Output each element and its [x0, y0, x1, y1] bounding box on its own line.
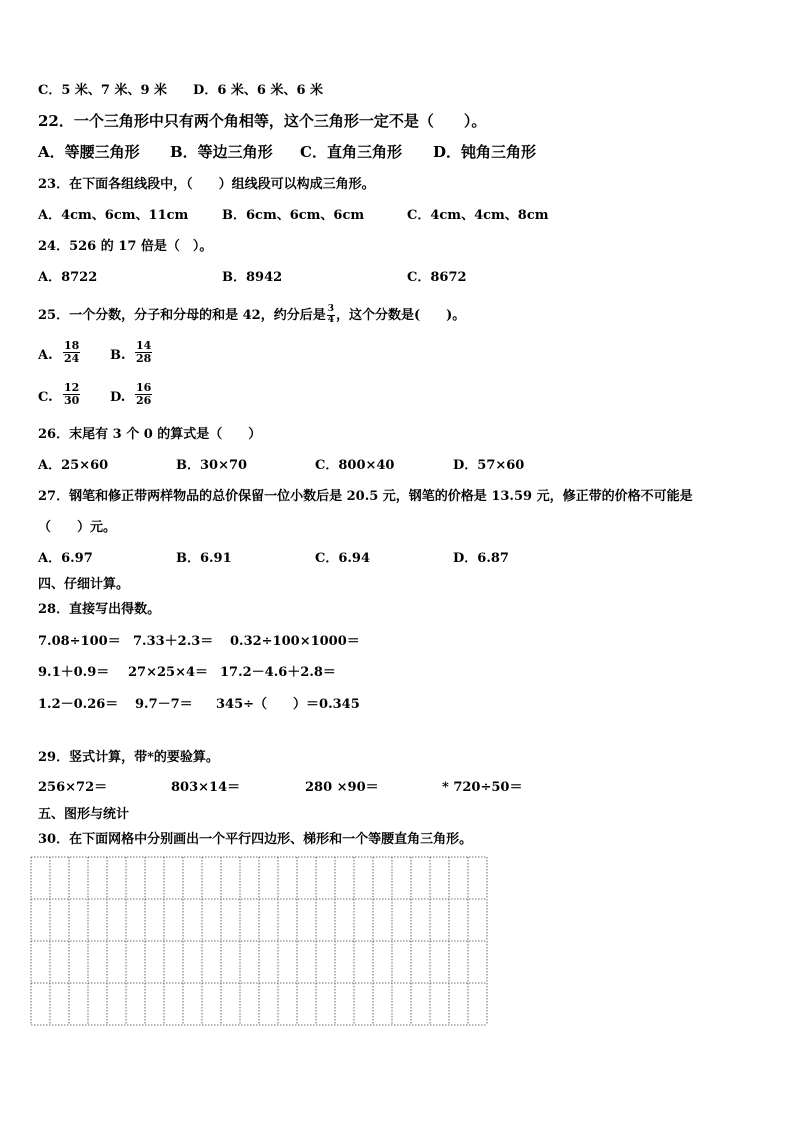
calc-3b: 9.7－7＝: [135, 697, 193, 712]
q25-option-a-fraction: [63, 340, 80, 364]
calc-2b: 27×25×4＝: [128, 665, 209, 680]
q23-option-c: C．4cm、4cm、8cm: [407, 208, 549, 223]
q29-item-b: 803×14＝: [171, 780, 241, 795]
q25-option-a-numerator: 18: [64, 339, 80, 352]
q29-item-c: 280 ×90＝: [305, 780, 379, 795]
q27-option-a: A．6.97: [38, 551, 93, 566]
q27-stem-continued: （ ）元。: [38, 520, 117, 535]
q21-options: C．5 米、7 米、9 米 D．6 米、6 米、6 米: [38, 83, 324, 98]
q25-options-row1: [38, 340, 238, 372]
q24-option-b: B．8942: [222, 270, 283, 285]
q25-option-d-numerator: 16: [136, 381, 152, 394]
calc-1b: 7.33＋2.3＝: [133, 634, 214, 649]
q27-option-d: D．6.87: [453, 551, 509, 566]
q23-stem: 23．在下面各组线段中，（ ）组线段可以构成三角形。: [38, 177, 375, 192]
q25-stem: [38, 300, 465, 330]
q25-fraction-numerator: 3: [327, 304, 334, 315]
q25-option-d-label: D.: [110, 390, 126, 405]
q29-stem: 29．竖式计算，带*的要验算。: [38, 750, 219, 765]
calc-3a: 1.2－0.26＝: [38, 697, 119, 712]
section-4-heading: 四、仔细计算。: [38, 577, 130, 592]
q25-option-c-denominator: 30: [64, 393, 80, 407]
q25-stem-post: ，这个分数是( )。: [335, 307, 466, 323]
q28-calc-row1: [38, 635, 438, 651]
q26-option-a: A．25×60: [38, 458, 109, 473]
q25-option-c-fraction: [63, 382, 80, 406]
q27-option-c: C．6.94: [315, 551, 371, 566]
q25-fraction: [327, 305, 335, 325]
q25-stem-pre: 25．一个分数，分子和分母的和是 42，约分后是: [38, 307, 326, 323]
q28-calc-row2: [38, 666, 438, 682]
q28-stem: 28．直接写出得数。: [38, 602, 161, 617]
q26-option-b: B．30×70: [176, 458, 248, 473]
q23-option-b: B．6cm、6cm、6cm: [222, 208, 365, 223]
q29-item-d: * 720÷50＝: [442, 780, 523, 795]
q27-stem: 27．钢笔和修正带两样物品的总价保留一位小数后是 20.5 元，钢笔的价格是 13.59 元，修正带的价格不可能是: [38, 489, 693, 504]
q27-option-b: B．6.91: [176, 551, 232, 566]
q23-options: [38, 209, 598, 225]
q25-option-d-fraction: [135, 382, 152, 406]
q25-option-c-label: C.: [38, 390, 53, 405]
calc-1c: 0.32÷100×1000＝: [230, 634, 360, 649]
q28-calc-row3: [38, 698, 438, 714]
q27-options: [38, 552, 598, 568]
q30-stem: 30．在下面网格中分别画出一个平行四边形、梯形和一个等腰直角三角形。: [38, 832, 473, 847]
q24-option-c: C．8672: [407, 270, 467, 285]
q24-options: [38, 271, 598, 287]
q29-item-a: 256×72＝: [38, 780, 108, 795]
q25-fraction-denominator: 4: [327, 314, 334, 325]
q22-option-a: A．等腰三角形: [38, 143, 140, 161]
q22-option-b: B．等边三角形: [170, 143, 273, 161]
q25-option-b-label: B.: [110, 348, 126, 363]
q25-option-b-denominator: 28: [136, 351, 152, 365]
calc-2a: 9.1＋0.9＝: [38, 665, 110, 680]
calc-3c: 345÷（ ）＝0.345: [216, 697, 360, 712]
q25-option-a-denominator: 24: [64, 351, 80, 365]
q22-option-c: C．直角三角形: [300, 143, 402, 161]
q25-option-d-denominator: 26: [136, 393, 152, 407]
q26-stem: 26．末尾有 3 个 0 的算式是（ ）: [38, 427, 262, 442]
q26-option-c: C．800×40: [315, 458, 395, 473]
q22-stem: 22．一个三角形中只有两个角相等，这个三角形一定不是（ ）。: [38, 112, 487, 130]
q24-stem: 24．526 的 17 倍是（ ）。: [38, 239, 213, 254]
drawing-grid[interactable]: [30, 856, 488, 1026]
q22-option-d: D．钝角三角形: [433, 143, 537, 161]
q23-option-a: A．4cm、6cm、11cm: [38, 208, 189, 223]
q25-option-b-numerator: 14: [136, 339, 152, 352]
q24-option-a: A．8722: [38, 270, 98, 285]
q25-option-a-label: A.: [38, 348, 53, 363]
q22-options: [38, 145, 598, 163]
q25-option-b-fraction: [135, 340, 152, 364]
q26-options: [38, 459, 598, 475]
q25-option-c-numerator: 12: [64, 381, 80, 394]
q25-options-row2: [38, 382, 238, 414]
calc-2c: 17.2－4.6＋2.8＝: [220, 665, 336, 680]
q29-items: [38, 781, 558, 797]
section-5-heading: 五、图形与统计: [38, 807, 130, 822]
calc-1a: 7.08÷100＝: [38, 634, 121, 649]
q26-option-d: D．57×60: [453, 458, 525, 473]
